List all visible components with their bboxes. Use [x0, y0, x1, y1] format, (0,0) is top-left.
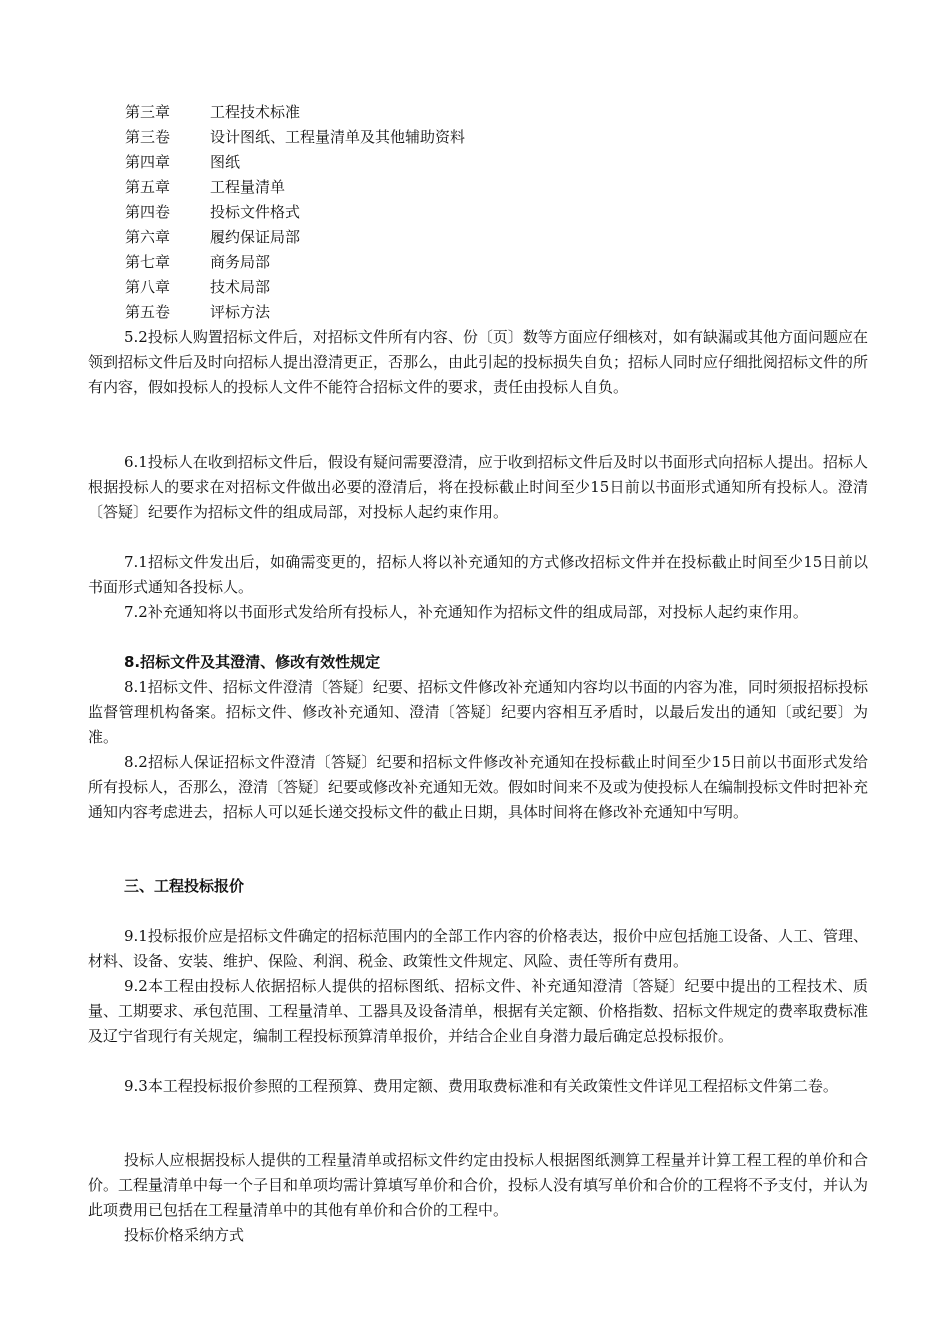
- paragraph-9-3: 9.3本工程投标报价参照的工程预算、费用定额、费用取费标准和有关政策性文件详见工程招标文件第二卷。: [124, 1077, 838, 1095]
- toc-item: [125, 225, 300, 250]
- toc-item: [125, 150, 240, 175]
- toc-item: [125, 300, 270, 325]
- section-heading-8: 8.招标文件及其澄清、修改有效性规定: [124, 653, 381, 671]
- paragraph-unit-price: 投标人应根据投标人提供的工程量清单或招标文件约定由投标人根据图纸测算工程量并计算工程工程的单价和合价。工程量清单中每一个子目和单项均需计算填写单价和合价，投标人没有填写单价和合价的工程将不予支付，并认为此项费用已包括在工程量清单中的其他有单价和合价的工程中。: [88, 1151, 869, 1219]
- paragraph-7-1: 7.1招标文件发出后，如确需变更的，招标人将以补充通知的方式修改招标文件并在投标截止时间至少15日前以书面形式通知各投标人。: [88, 553, 868, 596]
- paragraph-6-1: 6.1投标人在收到招标文件后，假设有疑问需要澄清，应于收到招标文件后及时以书面形式向招标人提出。招标人根据投标人的要求在对招标文件做出必要的澄清后，将在投标截止时间至少15日前以书面形式通知所有投标人。澄清〔答疑〕纪要作为招标文件的组成局部，对投标人起约束作用。: [88, 453, 868, 521]
- toc-title: 履约保证局部: [210, 228, 301, 246]
- paragraph-7-2: 7.2补充通知将以书面形式发给所有投标人，补充通知作为招标文件的组成局部，对投标人起约束作用。: [124, 603, 808, 621]
- toc-number: 第五卷: [125, 303, 171, 321]
- toc-item: [125, 175, 285, 200]
- toc-title: 商务局部: [210, 253, 271, 271]
- toc-item: [125, 100, 300, 125]
- toc-title: 图纸: [210, 153, 241, 171]
- toc-number: 第六章: [125, 228, 171, 246]
- toc-number: 第七章: [125, 253, 171, 271]
- toc-number: 第八章: [125, 278, 171, 296]
- section-heading-3: 三、工程投标报价: [124, 877, 245, 895]
- paragraph-8-1: 8.1招标文件、招标文件澄清〔答疑〕纪要、招标文件修改补充通知内容均以书面的内容为准，同时须报招标投标监督管理机构备案。招标文件、修改补充通知、澄清〔答疑〕纪要内容相互矛盾时，以最后发出的通知〔或纪要〕为准。: [88, 678, 868, 746]
- toc-item: [125, 125, 465, 150]
- paragraph-9-2: 9.2本工程由投标人依据招标人提供的招标图纸、招标文件、补充通知澄清〔答疑〕纪要中提出的工程技术、质量、工期要求、承包范围、工程量清单、工器具及设备清单，根据有关定额、价格指数、招标文件规定的费率取费标准及辽宁省现行有关规定，编制工程投标预算清单报价，并结合企业自身潜力最后确定总投标报价。: [88, 977, 869, 1045]
- toc-number: 第四卷: [125, 203, 171, 221]
- toc-item: [125, 275, 270, 300]
- paragraph-price-method: 投标价格采纳方式: [124, 1226, 245, 1244]
- toc-item: [125, 250, 270, 275]
- toc-title: 设计图纸、工程量清单及其他辅助资料: [210, 128, 466, 146]
- paragraph-5-2: 5.2投标人购置招标文件后，对招标文件所有内容、份〔页〕数等方面应仔细核对，如有缺漏或其他方面问题应在领到招标文件后及时向招标人提出澄清更正，否那么，由此引起的投标损失自负；招标人同时应仔细批阅招标文件的所有内容，假如投标人的投标人文件不能符合招标文件的要求，责任由投标人自负。: [88, 328, 869, 396]
- toc-title: 工程量清单: [210, 178, 286, 196]
- paragraph-9-1: 9.1投标报价应是招标文件确定的招标范围内的全部工作内容的价格表达，报价中应包括施工设备、人工、管理、材料、设备、安装、维护、保险、利润、税金、政策性文件规定、风险、责任等所有费用。: [88, 927, 868, 970]
- toc-item: [125, 200, 300, 225]
- toc-title: 技术局部: [210, 278, 271, 296]
- toc-title: 工程技术标准: [210, 103, 301, 121]
- toc-title: 投标文件格式: [210, 203, 301, 221]
- toc-number: 第三章: [125, 103, 171, 121]
- toc-number: 第五章: [125, 178, 171, 196]
- paragraph-8-2: 8.2招标人保证招标文件澄清〔答疑〕纪要和招标文件修改补充通知在投标截止时间至少15日前以书面形式发给所有投标人，否那么，澄清〔答疑〕纪要或修改补充通知无效。假如时间来不及或为使投标人在编制投标文件时把补充通知内容考虑进去，招标人可以延长递交投标文件的截止日期，具体时间将在修改补充通知中写明。: [88, 753, 869, 821]
- toc-number: 第四章: [125, 153, 171, 171]
- toc-title: 评标方法: [210, 303, 271, 321]
- toc-number: 第三卷: [125, 128, 171, 146]
